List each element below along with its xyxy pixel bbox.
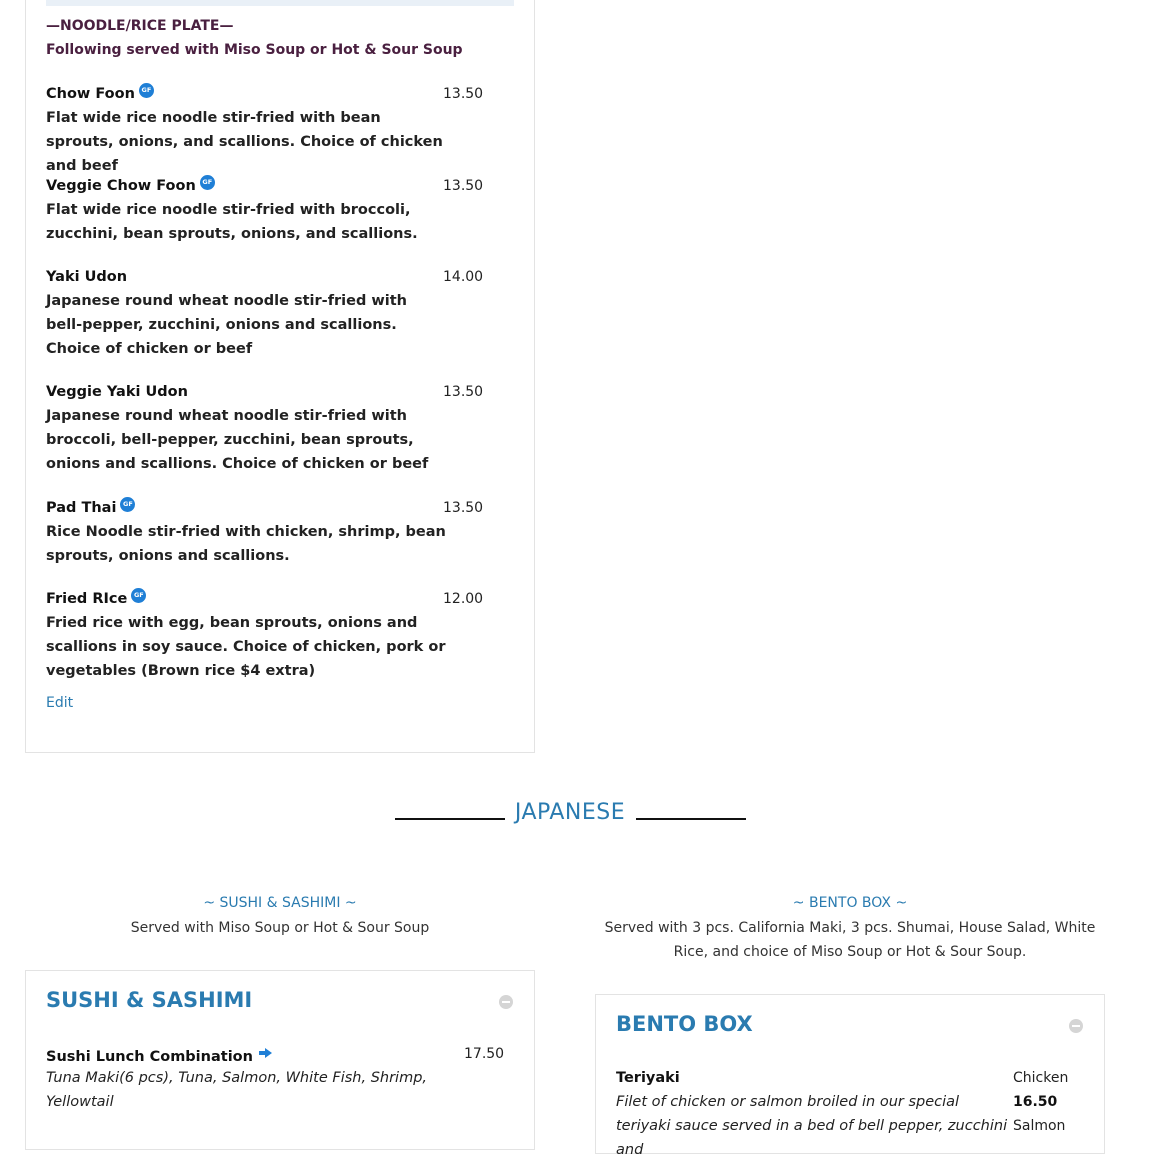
item-name: Fried RIce — [46, 591, 128, 607]
item-price: 14.00 — [443, 269, 484, 285]
item-price: 13.50 — [443, 500, 484, 516]
gluten-free-icon: GF — [120, 497, 135, 512]
section-subtitle: Following served with Miso Soup or Hot & Sour Soup — [46, 42, 463, 58]
item-description: Tuna Maki(6 pcs), Tuna, Salmon, White Fish, Shrimp, Yellowtail — [46, 1070, 428, 1110]
item-name: Pad Thai — [46, 500, 117, 516]
item-price: 12.00 — [443, 591, 484, 607]
collapse-icon[interactable] — [499, 995, 513, 1009]
chef-special-icon — [259, 1042, 273, 1066]
item-description: Japanese round wheat noodle stir-fried with bell-pepper, zucchini, onions and scallions. Choice of chicken or beef — [46, 293, 408, 357]
item-description: Flat wide rice noodle stir-fried with bean sprouts, onions, and scallions. Choice of chicken and beef — [46, 110, 443, 174]
item-price: 13.50 — [443, 178, 484, 194]
gluten-free-icon: GF — [139, 83, 154, 98]
item-description: Rice Noodle stir-fried with chicken, shrimp, bean sprouts, onions and scallions. — [46, 524, 446, 564]
item-description: Japanese round wheat noodle stir-fried with broccoli, bell-pepper, zucchini, bean sprouts, onions and scallions. Choice of chicken or beef — [46, 408, 429, 472]
item-description: Fried rice with egg, bean sprouts, onions and scallions in soy sauce. Choice of chicken, pork or vegetables (Brown rice $4 extra) — [46, 615, 446, 679]
item-description: Flat wide rice noodle stir-fried with broccoli, zucchini, bean sprouts, onions, and scallions. — [46, 202, 418, 242]
gluten-free-icon: GF — [200, 175, 215, 190]
item-name: Veggie Chow Foon — [46, 178, 196, 194]
option-salmon-label: Salmon — [1013, 1118, 1066, 1134]
heading-rule-right — [636, 818, 746, 820]
item-name: Teriyaki — [616, 1070, 680, 1086]
panel-top-bar — [46, 0, 514, 6]
menu-item — [46, 496, 516, 568]
item-description: Filet of chicken or salmon broiled in our special teriyaki sauce served in a bed of bell pepper, zucchini and — [616, 1094, 1008, 1158]
option-chicken-label: Chicken — [1013, 1070, 1069, 1086]
menu-item — [46, 174, 516, 246]
item-name: Yaki Udon — [46, 269, 128, 285]
bento-note: Served with 3 pcs. California Maki, 3 pcs. Shumai, House Salad, White Rice, and choice of Miso Soup or Hot & Sour Soup. — [604, 920, 1096, 960]
edit-link[interactable]: Edit — [46, 695, 74, 711]
menu-item — [46, 587, 516, 683]
menu-item — [46, 1042, 506, 1114]
item-name: Chow Foon — [46, 86, 135, 102]
bento-subheading: ~ BENTO BOX ~ — [792, 895, 908, 911]
menu-item — [616, 1066, 1086, 1162]
japanese-heading: JAPANESE — [514, 800, 626, 825]
item-name: Sushi Lunch Combination — [46, 1049, 253, 1065]
sushi-note: Served with Miso Soup or Hot & Sour Soup — [130, 920, 430, 936]
menu-item — [46, 265, 516, 361]
item-price: 17.50 — [464, 1046, 505, 1062]
item-price: 13.50 — [443, 86, 484, 102]
menu-item — [46, 380, 516, 476]
section-title: —NOODLE/RICE PLATE— — [46, 18, 234, 34]
gluten-free-icon: GF — [131, 588, 146, 603]
sushi-panel-title[interactable]: SUSHI & SASHIMI — [46, 988, 253, 1012]
item-name: Veggie Yaki Udon — [46, 384, 188, 400]
sushi-subheading: ~ SUSHI & SASHIMI ~ — [203, 895, 357, 911]
item-price-options — [1013, 1066, 1068, 1138]
menu-item — [46, 82, 516, 178]
item-price: 13.50 — [443, 384, 484, 400]
option-chicken-price: 16.50 — [1013, 1094, 1058, 1110]
collapse-icon[interactable] — [1069, 1019, 1083, 1033]
bento-panel-title[interactable]: BENTO BOX — [616, 1012, 753, 1036]
